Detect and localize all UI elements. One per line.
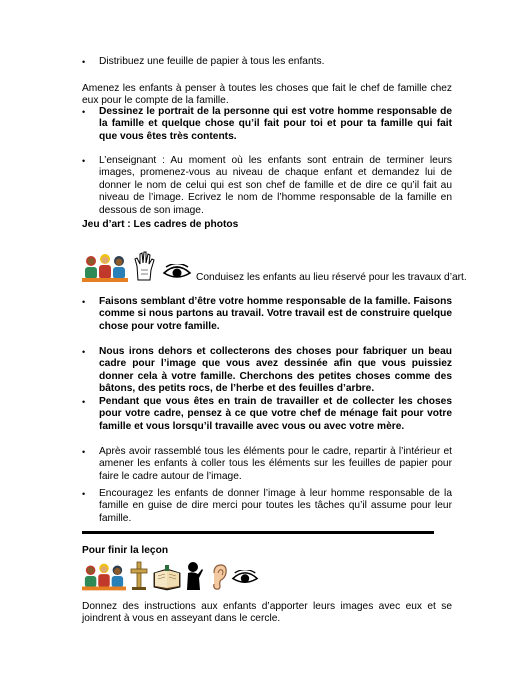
bullet-text-assemble: Après avoir rassemblé tous les éléments pour le cadre, repartir à l’intérieur et amener les enfants à coller tous les éléments sur les feuilles de papier pour faire le cadre autour de l’image.: [99, 446, 452, 482]
bullet-text-go-outside: Nous irons dehors et collecterons des choses pour fabriquer un beau cadre pour l’image que vous avez dessinée afin que vous puissiez donner cela à votre famille. Cherchons des petites choses comme des bâtons, des petits rocs, de l’herbe et des feuilles d’arbre.: [99, 346, 452, 395]
section-heading-closing: Pour finir la leçon: [82, 545, 169, 556]
praying-person-icon: [185, 561, 207, 595]
bullet-text-distribute: Distribuez une feuille de papier à tous les enfants.: [99, 56, 325, 67]
bullet-dot: •: [82, 397, 86, 407]
art-icon-row: [82, 250, 467, 286]
bullet-item-assemble: [82, 446, 452, 483]
bullet-text-teacher-note: L’enseignant : Au moment où les enfants sont entrain de terminer leurs images, promenez-vous au niveau de chaque enfant et demandez lui de donner le nom de celui qui est son chef de famille et de dire ce qu’il fait au niveau de l’image. Ecrivez le nom de l’homme responsable de la famille en dessous de son image.: [99, 155, 452, 216]
bullet-dot: •: [82, 347, 86, 357]
bullet-item-pretend: [82, 296, 452, 333]
bullet-dot: •: [82, 297, 86, 307]
bullet-dot: •: [82, 489, 86, 499]
bullet-text-draw-portrait: Dessinez le portrait de la personne qui est votre homme responsable de la famille et quelque chose qu’il fait pour toi et pour ta famille qui fait que vous êtes très contents.: [99, 106, 452, 142]
bullet-text-pretend: Faisons semblant d’être votre homme responsable de la famille. Faisons comme si nous partons au travail. Votre travail est de construire quelque chose pour votre famille.: [99, 296, 452, 332]
section-heading-art-game: Jeu d’art : Les cadres de photos: [82, 219, 239, 230]
art-caption: Conduisez les enfants au lieu réservé pour les travaux d’art.: [196, 271, 467, 283]
bullet-item-distribute: [82, 56, 452, 68]
bullet-text-while-working: Pendant que vous êtes en train de travailler et de collecter les choses pour votre cadre, pensez à ce que votre chef de ménage fait pour votre famille et vous lorsqu’il travaille avec vous ou avec votre mère.: [99, 396, 452, 432]
closing-paragraph: Donnez des instructions aux enfants d’apporter leurs images avec eux et se joindrent à vous en asseyant dans le cercle.: [82, 601, 452, 625]
bullet-dot: •: [82, 107, 86, 117]
children-group-icon: [82, 561, 126, 595]
bullet-item-go-outside: [82, 346, 452, 396]
closing-icon-row: [82, 561, 259, 595]
eye-icon: [162, 264, 192, 286]
bullet-item-encourage: [82, 488, 452, 525]
bullet-dot: •: [82, 447, 86, 457]
eye-icon: [231, 570, 259, 591]
children-group-icon: [82, 252, 128, 286]
bullet-dot: •: [82, 156, 86, 166]
bullet-dot: •: [82, 57, 86, 67]
cross-icon: [129, 561, 149, 595]
bible-icon: [152, 565, 182, 595]
bullet-item-draw-portrait: [82, 106, 452, 143]
bullet-text-encourage: Encouragez les enfants de donner l’image à leur homme responsable de la famille en guise de dire merci pour toutes les tâches qu’il assume pour leur famille.: [99, 488, 452, 524]
bullet-item-while-working: [82, 396, 452, 433]
bullet-item-teacher-note: [82, 155, 452, 217]
hand-icon: [132, 250, 158, 286]
intro-paragraph: Amenez les enfants à penser à toutes les choses que fait le chef de famille chez eux pour le compte de la famille.: [82, 83, 452, 107]
section-divider: [82, 531, 434, 534]
ear-icon: [210, 563, 228, 595]
